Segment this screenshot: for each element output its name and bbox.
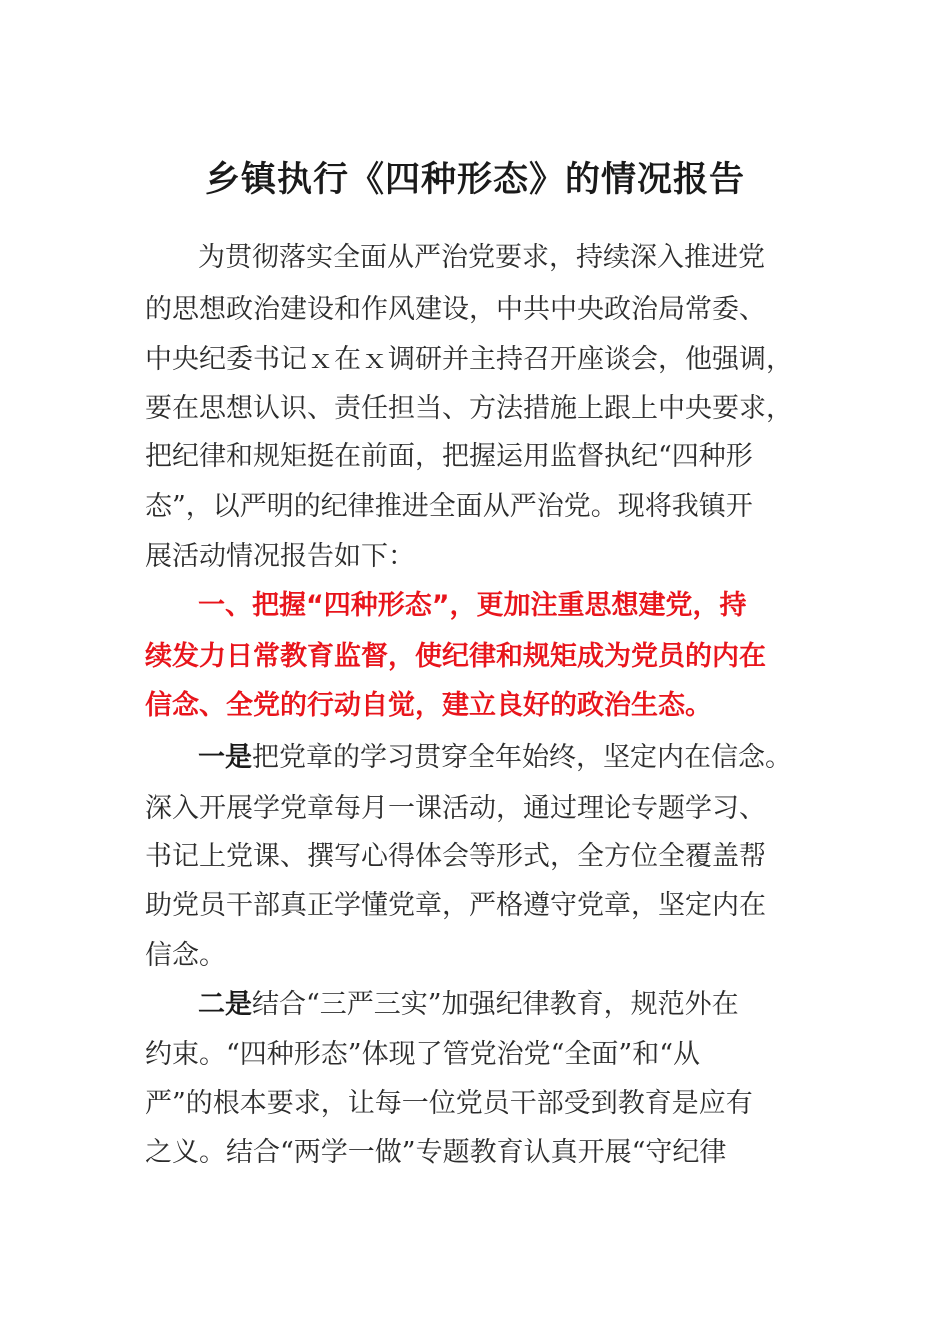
- intro-line-6: 态”，以严明的纪律推进全面从严治党。现将我镇开: [145, 491, 753, 522]
- intro-line-3: 中央纪委书记ｘ在ｘ调研并主持召开座谈会，他强调，: [145, 344, 793, 375]
- document-title: 乡镇执行《四种形态》的情况报告: [204, 160, 745, 200]
- point2-line-4: 之义。结合“两学一做”专题教育认真开展“守纪律: [145, 1137, 727, 1168]
- intro-line-2: 的思想政治建设和作风建设，中共中央政治局常委、: [145, 294, 766, 325]
- section1-heading-line-2: 续发力日常教育监督，使纪律和规矩成为党员的内在: [145, 641, 766, 672]
- point1-line-1-text: 把党章的学习贯穿全年始终，坚定内在信念。: [252, 742, 792, 773]
- point2-line-1-text: 结合“三严三实”加强纪律教育，规范外在: [252, 989, 739, 1020]
- point1-line-3: 书记上党课、撰写心得体会等形式，全方位全覆盖帮: [145, 841, 766, 872]
- intro-line-4: 要在思想认识、责任担当、方法措施上跟上中央要求，: [145, 393, 793, 424]
- intro-line-7: 展活动情况报告如下：: [145, 541, 415, 572]
- point1-line-4: 助党员干部真正学懂党章，严格遵守党章，坚定内在: [145, 890, 766, 921]
- point2-line-3: 严”的根本要求，让每一位党员干部受到教育是应有: [145, 1088, 753, 1119]
- intro-line-1: 为贯彻落实全面从严治党要求，持续深入推进党: [198, 242, 765, 273]
- point2-line-2: 约束。“四种形态”体现了管党治党“全面”和“从: [145, 1039, 701, 1070]
- point2-line-1: [198, 985, 739, 1025]
- point1-lead: 一是: [198, 742, 252, 773]
- point2-lead: 二是: [198, 989, 252, 1020]
- point1-line-1: [198, 738, 792, 778]
- section1-heading-line-3: 信念、全党的行动自觉，建立良好的政治生态。: [145, 690, 712, 721]
- point1-line-2: 深入开展学党章每月一课活动，通过理论专题学习、: [145, 793, 766, 824]
- intro-line-5: 把纪律和规矩挺在前面，把握运用监督执纪“四种形: [145, 441, 753, 472]
- section1-heading-line-1: 一、把握“四种形态”，更加注重思想建党，持: [198, 590, 747, 621]
- point1-line-5: 信念。: [145, 940, 226, 971]
